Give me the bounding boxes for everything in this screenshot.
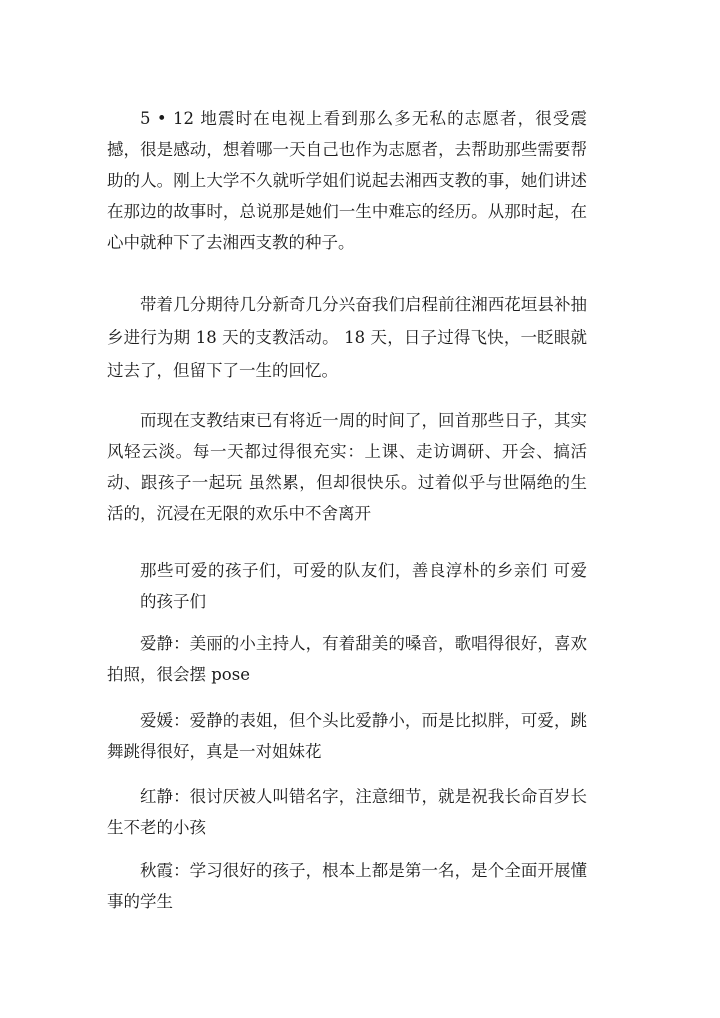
paragraph-child-aijing: 爱静：美丽的小主持人，有着甜美的嗓音，歌唱得很好，喜欢拍照，很会摆 pose — [107, 634, 587, 684]
paragraph-people-intro: 那些可爱的孩子们，可爱的队友们，善良淳朴的乡亲们 可爱的孩子们 — [140, 561, 587, 611]
paragraph-child-hongjing: 红静：很讨厌被人叫错名字，注意细节，就是祝我长命百岁长生不老的小孩 — [107, 787, 587, 837]
paragraph-child-qiuxia: 秋霞：学习很好的孩子，根本上都是第一名，是个全面开展懂事的学生 — [107, 861, 587, 911]
paragraph-child-aiyuan: 爱媛：爱静的表姐，但个头比爱静小，而是比拟胖，可爱，跳舞跳得很好，真是一对姐妹花 — [107, 711, 587, 761]
paragraph-volunteer-motivation: 5 • 12 地震时在电视上看到那么多无私的志愿者，很受震撼，很是感动，想着哪一天自己也作为志愿者，去帮助那些需要帮助的人。刚上大学不久就听学姐们说起去湘西支教的事，她们讲述在那边的故事时，总说那是她们一生中难忘的经历。从那时起，在心中就种下了去湘西支教的种子。 — [107, 109, 587, 252]
paragraph-trip-start: 带着几分期待几分新奇几分兴奋我们启程前往湘西花垣县补抽乡进行为期 18 天的支教活动。 18 天，日子过得飞快，一眨眼就过去了，但留下了一生的回忆。 — [107, 295, 587, 380]
paragraph-reflection: 而现在支教结束已有将近一周的时间了，回首那些日子，其实风轻云淡。每一天都过得很充实：上课、走访调研、开会、搞活动、跟孩子一起玩 虽然累，但却很快乐。过着似乎与世隔绝的生活的，沉浸在无限的欢乐中不舍离开 — [107, 411, 587, 523]
